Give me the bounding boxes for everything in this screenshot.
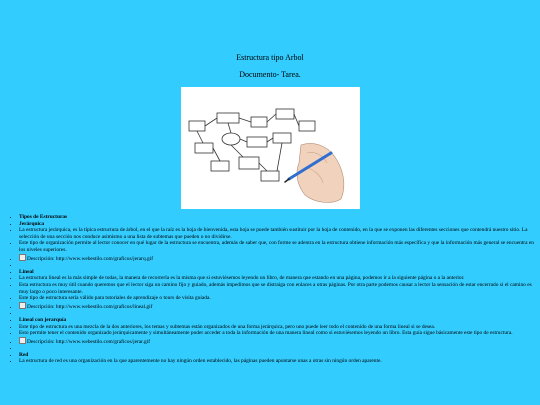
flowchart-illustration [181,87,360,209]
empty-list-item [19,310,536,317]
image-alt-text: Descripción: http://www.webestilo.com/graficos/jerarq.gif [27,255,153,262]
article-content [8,214,536,365]
paragraph-item: • La estructura jerárquica, es la típica estructura de árbol, en el que la raíz es la hoja de bienvenida, esta hoja se puede también sustituir por la hoja de contenido, en la que se exponen las diferentes secciones que contendrá nuestro sitio. La selección de una sección nos conduce asimismo a una lista de subtemas que pueden o no dividirse. [19,227,536,240]
paragraph-item: • La estructura de red es una organización en la que aparentemente no hay ningún orden establecido, las páginas pueden apuntarse unas a otras sin ningún orden aparente. [19,358,536,365]
paragraph-item: • La estructura lineal es la más simple de todas, la manera de recorrerla es la misma que si estuviésemos leyendo un libro, de manera que estando en una página, podemos ir a la siguiente página o a la anterior. [19,275,536,282]
page-title: Estructura tipo Arbol [236,53,304,62]
empty-list-item [19,262,536,269]
paragraph-item: • Esto permite tener el contenido organizado jerárquicamente y simultáneamente poder acceder a toda la información de una manera lineal como si estuviésemos leyendo un libro. Esta guía sigue básicamente este tipo de estructura. [19,330,536,337]
content-list [8,214,536,365]
section-heading: • Lineal con jerarquía [19,317,536,324]
section-heading: • Jerárquica [19,221,536,228]
broken-image-icon [19,337,26,344]
broken-image-icon [19,254,26,261]
section-heading: • Lineal [19,269,536,276]
section-heading: • Red [19,352,536,359]
broken-image-icon [19,302,26,309]
paragraph-item: • Esta estructura es muy útil cuando queremos que el lector siga un camino fijo y guiado, además impedimos que se distraiga con enlaces a otras páginas. Por otra parte podemos causar a lector la sensación de estar encerrado si el camino es muy largo o poco interesante. [19,282,536,295]
image-alt-text: Descripción: http://www.webestilo.com/graficos/jerar.gif [27,338,151,345]
page-subtitle: Documento- Tarea. [239,70,301,79]
broken-image-item [19,302,536,311]
broken-image-item [19,254,536,263]
paragraph-item: • Este tipo de estructura sería válido para tutoriales de aprendizaje o tours de visita guiada. [19,295,536,302]
paragraph-item: • Este tipo de estructura es una mezcla de la dos anteriores, los temas y subtemas están organizados de una forma jerárquica, pero uno puede leer todo el contenido de una forma lineal si se desea. [19,324,536,331]
broken-image-item [19,337,536,346]
paragraph-item: • Este tipo de organización permite al lector conocer en qué lugar de la estructura se encuentra, además de saber que, con forme se adentra en la estructura obtiene información más específica y que la información más general se encuentra en los niveles superiores. [19,240,536,253]
section-heading: • Tipos de Estructuras [19,214,536,221]
flowchart-drawing-image [181,87,360,209]
empty-list-item [19,345,536,352]
image-alt-text: Descripción: http://www.webestilo.com/graficos/lineal.gif [27,303,153,310]
